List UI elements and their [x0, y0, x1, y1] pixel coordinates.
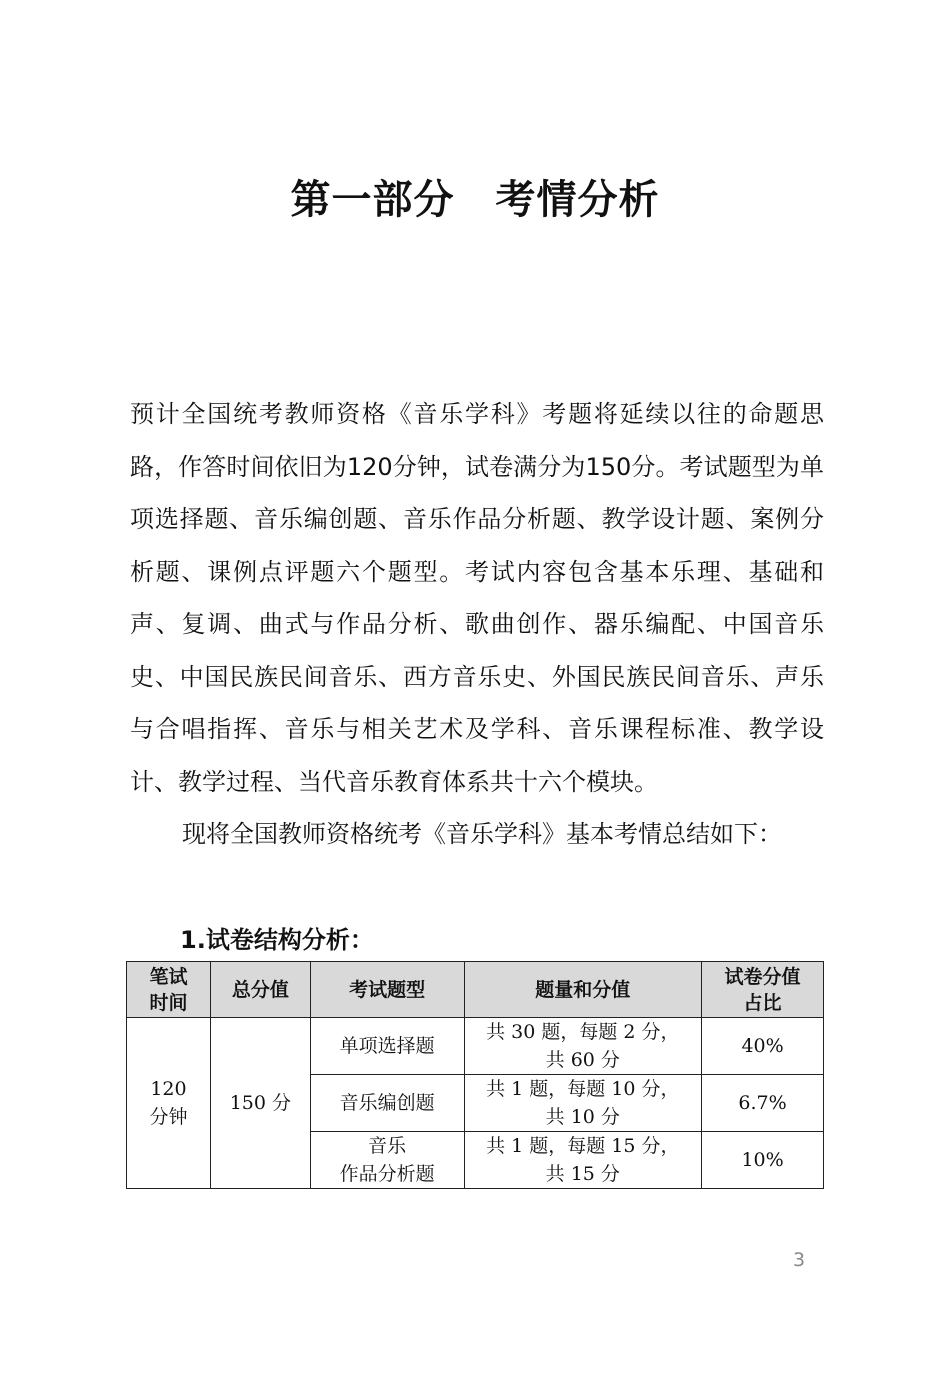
ratio-cell: 40%	[702, 1018, 824, 1075]
count-score-cell: 共 1 题，每题 15 分， 共 15 分	[464, 1132, 702, 1189]
header-total-score: 总分值	[210, 962, 310, 1018]
page-number: 3	[793, 1249, 806, 1271]
question-type-cell: 音乐编创题	[310, 1075, 464, 1132]
count-score-cell: 共 1 题，每题 10 分， 共 10 分	[464, 1075, 702, 1132]
header-exam-time: 笔试 时间	[127, 962, 211, 1018]
header-count-score: 题量和分值	[464, 962, 702, 1018]
total-score-cell: 150 分	[210, 1018, 310, 1189]
table-row	[127, 1018, 824, 1075]
section-heading: 1.试卷结构分析：	[180, 926, 374, 954]
table-header-row	[127, 962, 824, 1018]
question-type-cell: 音乐 作品分析题	[310, 1132, 464, 1189]
ratio-cell: 10%	[702, 1132, 824, 1189]
header-score-ratio: 试卷分值 占比	[702, 962, 824, 1018]
question-type-cell: 单项选择题	[310, 1018, 464, 1075]
ratio-cell: 6.7%	[702, 1075, 824, 1132]
page-title: 第一部分 考情分析	[290, 177, 660, 223]
header-question-type: 考试题型	[310, 962, 464, 1018]
summary-paragraph: 现将全国教师资格统考《音乐学科》基本考情总结如下：	[182, 820, 782, 848]
exam-time-cell: 120 分钟	[127, 1018, 211, 1189]
intro-paragraph: 预计全国统考教师资格《音乐学科》考题将延续以往的命题思路，作答时间依旧为120分钟，试卷满分为150分。考试题型为单项选择题、音乐编创题、音乐作品分析题、教学设计题、案例分析题、课例点评题六个题型。考试内容包含基本乐理、基础和声、复调、曲式与作品分析、歌曲创作、器乐编配、中国音乐史、中国民族民间音乐、西方音乐史、外国民族民间音乐、声乐与合唱指挥、音乐与相关艺术及学科、音乐课程标准、教学设计、教学过程、当代音乐教育体系共十六个模块。	[130, 400, 824, 796]
exam-structure-table	[126, 961, 824, 1189]
count-score-cell: 共 30 题，每题 2 分， 共 60 分	[464, 1018, 702, 1075]
